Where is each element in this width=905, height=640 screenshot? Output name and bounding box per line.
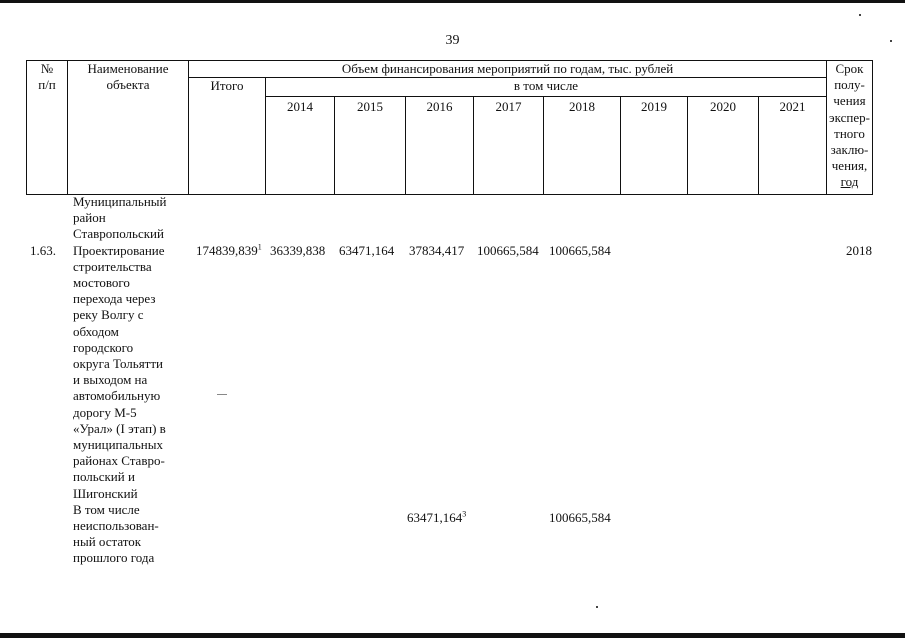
header-year-2016: 2016 [406,97,474,195]
header-year-2014: 2014 [266,97,335,195]
header-year-2017: 2017 [474,97,544,195]
row-number: 1.63. [30,243,56,258]
scan-speck [859,14,861,16]
subtotal-2016: 63471,164$^3$ [407,509,467,525]
value-2018: 100665,584 [549,243,611,258]
value-2015: 63471,164 [339,243,395,258]
header-year-2018: 2018 [544,97,621,195]
footnote-marker: 1 [257,242,262,252]
scan-speck [217,394,227,395]
value-2016: 37834,417 [409,243,465,258]
header-deadline: Срок полу- чения экспер- тного заклю- чения, год [827,61,873,195]
header-year-2019: 2019 [621,97,688,195]
header-including: в том числе [266,78,827,97]
object-name: Муниципальный район Ставропольский Проектирование строительства мостового перехода через реку Волгу с обходом городского округа Тольятти и выходом на автомобильную дорогу М-5 «Урал» (I этап) в муниципальных районах Ставро- польский и Шигонский В том числе неиспользован- ный остаток прошлого года [73,194,167,566]
subtotal-2018: 100665,584 [549,510,611,525]
header-year-2015: 2015 [335,97,406,195]
footnote-marker: 3 [462,509,467,519]
value-2017: 100665,584 [477,243,539,258]
header-year-2021: 2021 [759,97,827,195]
header-object-name: Наименование объекта [68,61,189,195]
scan-speck [890,40,892,42]
scan-speck [596,606,598,608]
header-number: № п/п [27,61,68,195]
bottom-scan-border [0,633,905,638]
header-year-2020: 2020 [688,97,759,195]
header-financing: Объем финансирования мероприятий по годам, тыс. рублей [189,61,827,78]
deadline-year: 2018 [846,243,872,258]
value-2014: 36339,838 [270,243,326,258]
total-value: 174839,839$^1$ [196,242,262,258]
page-number: 39 [445,33,460,48]
header-total: Итого [189,78,266,195]
financing-table-header [26,60,873,195]
top-scan-border [0,0,905,3]
